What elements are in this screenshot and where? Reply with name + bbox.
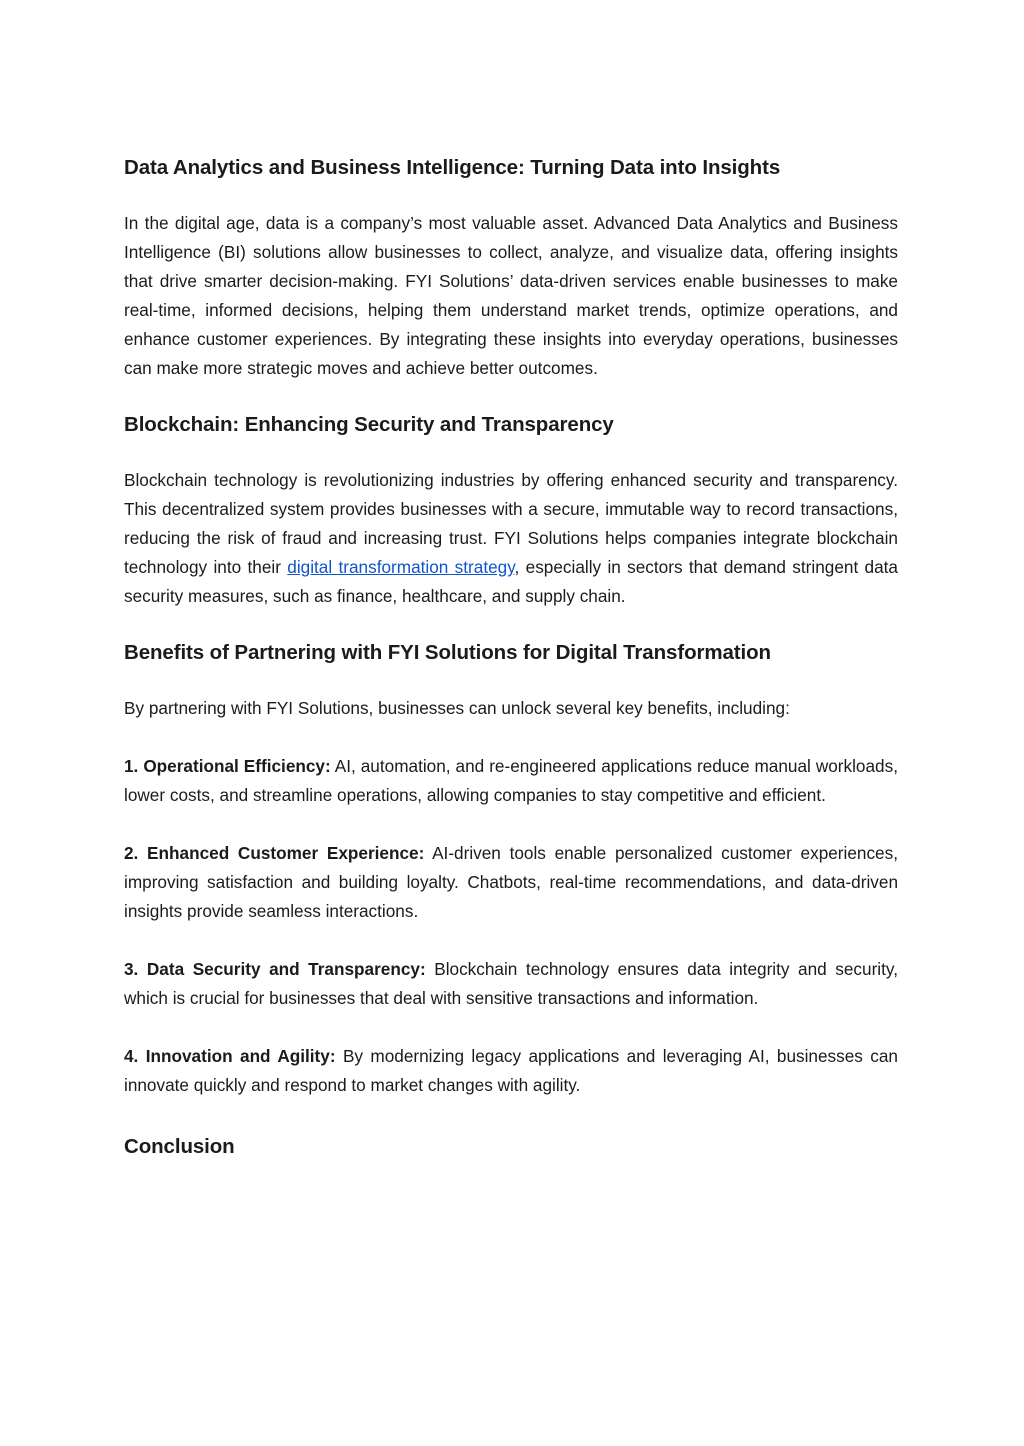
paragraph-blockchain (124, 466, 898, 611)
benefit-label: 3. Data Security and Transparency: (124, 959, 426, 979)
benefit-label: 4. Innovation and Agility: (124, 1046, 336, 1066)
benefit-item-data-security (124, 955, 898, 1013)
benefit-label: 1. Operational Efficiency: (124, 756, 331, 776)
heading-benefits: Benefits of Partnering with FYI Solutions for Digital Transformation (124, 641, 771, 664)
paragraph-blockchain-text-before: Blockchain technology is revolutionizing industries by offering enhanced security and transparency. This decentralized system provides businesses with a secure, immutable way to record transactions, reducing the risk of fraud and increasing trust. FYI Solutions helps companies integrate blockchain technology into their (124, 470, 898, 577)
benefit-text: Blockchain technology ensures data integrity and security, which is crucial for businesses that deal with sensitive transactions and information. (124, 959, 898, 1008)
heading-blockchain: Blockchain: Enhancing Security and Transparency (124, 413, 614, 436)
benefit-item-customer-experience (124, 839, 898, 926)
benefit-text: By modernizing legacy applications and leveraging AI, businesses can innovate quickly and respond to market changes with agility. (124, 1046, 898, 1095)
paragraph-benefits-intro: By partnering with FYI Solutions, businesses can unlock several key benefits, including: (124, 698, 790, 718)
benefit-item-innovation (124, 1042, 898, 1100)
paragraph-blockchain-text-after: , especially in sectors that demand stringent data security measures, such as finance, healthcare, and supply chain. (124, 557, 898, 606)
document-page (124, 150, 898, 1165)
paragraph-data-analytics: In the digital age, data is a company’s most valuable asset. Advanced Data Analytics and Business Intelligence (BI) solutions allow businesses to collect, analyze, and visualize data, offering insights that drive smarter decision-making. FYI Solutions’ data-driven services enable businesses to make real-time, informed decisions, helping them understand market trends, optimize operations, and enhance customer experiences. By integrating these insights into everyday operations, businesses can make more strategic moves and achieve better outcomes. (124, 213, 898, 378)
benefit-item-operational-efficiency (124, 752, 898, 810)
heading-data-analytics: Data Analytics and Business Intelligence: Turning Data into Insights (124, 156, 781, 179)
benefit-label: 2. Enhanced Customer Experience: (124, 843, 425, 863)
heading-conclusion: Conclusion (124, 1135, 235, 1158)
benefit-text: AI, automation, and re-engineered applications reduce manual workloads, lower costs, and streamline operations, allowing companies to stay competitive and efficient. (124, 756, 898, 805)
benefit-text: AI-driven tools enable personalized customer experiences, improving satisfaction and building loyalty. Chatbots, real-time recommendations, and data-driven insights provide seamless interactions. (124, 843, 898, 921)
digital-transformation-strategy-link[interactable]: digital transformation strategy (287, 557, 515, 577)
